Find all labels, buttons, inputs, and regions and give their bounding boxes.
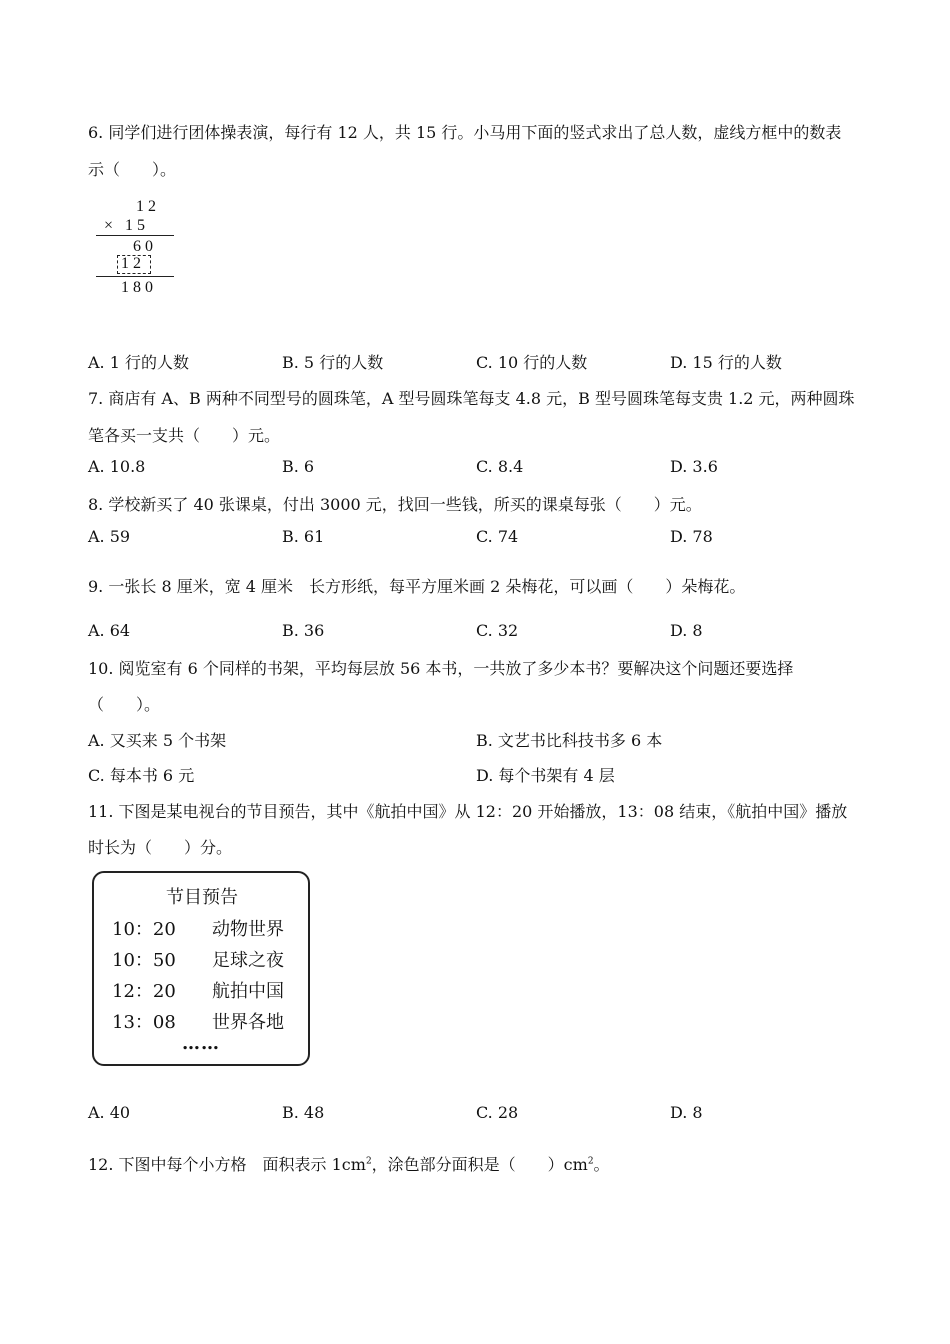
q8-option-c[interactable]: C. 74 [476, 527, 519, 546]
q6-option-c[interactable]: C. 10 行的人数 [476, 353, 588, 372]
schedule-time: 10：20 [112, 919, 176, 940]
schedule-program: 世界各地 [212, 1012, 284, 1033]
q6-option-b[interactable]: B. 5 行的人数 [282, 353, 384, 372]
q8-option-b[interactable]: B. 61 [282, 527, 325, 546]
schedule-title: 节目预告 [166, 887, 238, 908]
q6-line1: 6. 同学们进行团体操表演，每行有 12 人，共 15 行。小马用下面的竖式求出了总人数，虚线方框中的数表 [88, 123, 842, 142]
q9-option-c[interactable]: C. 32 [476, 621, 519, 640]
calc-rule-1 [96, 235, 174, 236]
q11-line1: 11. 下图是某电视台的节目预告，其中《航拍中国》从 12：20 开始播放，13：08 结束，《航拍中国》播放 [88, 802, 848, 821]
q12-mid: ，涂色部分面积是（ ）cm [371, 1155, 588, 1174]
q6-line2: 示（ ）。 [88, 160, 177, 179]
schedule-program: 航拍中国 [212, 981, 284, 1002]
calc-multiplier: × 15 [104, 217, 150, 234]
q11-option-a[interactable]: A. 40 [88, 1103, 131, 1122]
schedule-row [112, 946, 284, 972]
q11-option-c[interactable]: C. 28 [476, 1103, 519, 1122]
q12-line1 [88, 1152, 610, 1175]
q10-line1: 10. 阅览室有 6 个同样的书架，平均每层放 56 本书，一共放了多少本书？要解决这个问题还要选择 [88, 659, 794, 678]
q10-option-d[interactable]: D. 每个书架有 4 层 [476, 766, 615, 785]
q12-end: 。 [593, 1155, 610, 1174]
q7-line2: 笔各买一支共（ ）元。 [88, 426, 281, 445]
q6-option-a[interactable]: A. 1 行的人数 [88, 353, 189, 372]
q7-option-c[interactable]: C. 8.4 [476, 457, 524, 476]
q8-line1: 8. 学校新买了 40 张课桌，付出 3000 元，找回一些钱，所买的课桌每张（ ）元。 [88, 495, 702, 514]
schedule-time: 10：50 [112, 950, 176, 971]
q10-line2: （ ）。 [88, 695, 161, 714]
schedule-time: 12：20 [112, 981, 176, 1002]
calc-partial-1: 60 [133, 238, 157, 255]
q8-option-a[interactable]: A. 59 [88, 527, 131, 546]
q11-line2: 时长为（ ）分。 [88, 838, 233, 857]
schedule-row [112, 977, 284, 1003]
schedule-program: 足球之夜 [212, 950, 284, 971]
q12-prefix: 12. 下图中每个小方格 面积表示 1cm [88, 1155, 366, 1174]
q9-line1: 9. 一张长 8 厘米，宽 4 厘米 长方形纸，每平方厘米画 2 朵梅花，可以画（ ）朵梅花。 [88, 577, 746, 596]
q10-option-a[interactable]: A. 又买来 5 个书架 [88, 731, 227, 750]
schedule-ellipsis: …… [182, 1033, 220, 1054]
schedule-row [112, 915, 284, 941]
schedule-program: 动物世界 [212, 919, 284, 940]
q7-option-d[interactable]: D. 3.6 [670, 457, 718, 476]
q9-option-b[interactable]: B. 36 [282, 621, 325, 640]
calc-result: 180 [121, 279, 157, 296]
q8-option-d[interactable]: D. 78 [670, 527, 713, 546]
q7-line1: 7. 商店有 A、B 两种不同型号的圆珠笔，A 型号圆珠笔每支 4.8 元，B 型号圆珠笔每支贵 1.2 元，两种圆珠 [88, 389, 855, 408]
schedule-time: 13：08 [112, 1012, 176, 1033]
q7-option-b[interactable]: B. 6 [282, 457, 315, 476]
q12-sup-1: 2 [365, 1156, 372, 1167]
schedule-row [112, 1008, 284, 1034]
calc-rule-2 [96, 276, 174, 277]
q12-sup-2: 2 [587, 1156, 594, 1167]
q10-option-b[interactable]: B. 文艺书比科技书多 6 本 [476, 731, 663, 750]
q6-option-d[interactable]: D. 15 行的人数 [670, 353, 782, 372]
q11-option-d[interactable]: D. 8 [670, 1103, 703, 1122]
q10-option-c[interactable]: C. 每本书 6 元 [88, 766, 195, 785]
q7-option-a[interactable]: A. 10.8 [88, 457, 146, 476]
calc-partial-2: 12 [121, 255, 145, 272]
q9-option-d[interactable]: D. 8 [670, 621, 703, 640]
q11-option-b[interactable]: B. 48 [282, 1103, 325, 1122]
q9-option-a[interactable]: A. 64 [88, 621, 131, 640]
calc-multiplicand: 12 [136, 198, 160, 215]
tv-schedule-box [92, 871, 310, 1066]
